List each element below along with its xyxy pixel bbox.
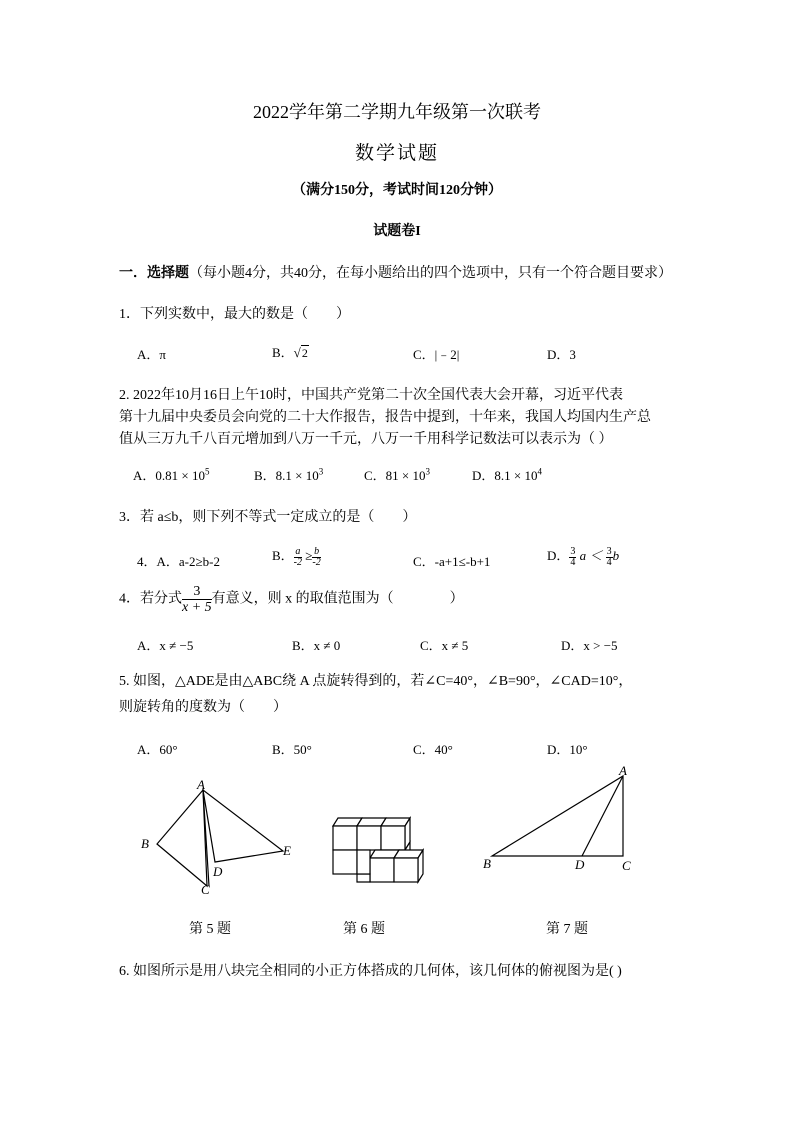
q3-option-b-op: ≥	[305, 548, 313, 563]
q3-option-d-label: D．	[547, 548, 570, 563]
cube-front-face	[333, 850, 357, 874]
q2-line-1: 2. 2022年10月16日上午10时，中国共产党第二十次全国代表大会开幕，习近平代表	[119, 388, 623, 403]
q1-option-d: D．3	[547, 347, 576, 362]
q1-option-a: A．π	[137, 347, 166, 362]
cube-front-face	[394, 858, 418, 882]
fig7-caption: 第 7 题	[546, 922, 588, 937]
q2-option-a-exp: 5	[204, 466, 210, 477]
fig5-label-e: E	[283, 843, 291, 858]
q2-option-c	[364, 465, 430, 484]
q2-option-d-exp: 4	[537, 466, 542, 477]
q5-option-b: B．50°	[272, 742, 312, 757]
triangle-abc	[157, 790, 207, 886]
exam-info: （满分150分，考试时间120分钟）	[292, 183, 502, 198]
q4-option-a: A．x ≠ −5	[137, 638, 194, 653]
frac-numerator: 3	[570, 545, 576, 557]
fig7-label-b: B	[483, 856, 491, 871]
q1-option-c: C．|﹣2|	[413, 347, 460, 362]
q2-line-2: 第十九届中央委员会向党的二十大作报告，报告中提到，十年来，我国人均国内生产总	[119, 410, 651, 425]
sqrt-symbol: √2	[293, 345, 308, 360]
q4-stem-post: 有意义，则 x 的取值范围为（ ）	[211, 591, 464, 607]
cube-front-face	[370, 858, 394, 882]
q4-fraction	[182, 584, 212, 615]
q5-option-d: D．10°	[547, 742, 588, 757]
q3-option-d	[547, 545, 619, 568]
figure-6-cubes	[325, 812, 435, 892]
q2-line-3: 值从三万九千八百元增加到八万一千元，八万一千用科学记数法可以表示为（ ）	[119, 432, 613, 447]
q2-option-a	[133, 465, 209, 484]
frac-denominator: x + 5	[182, 600, 212, 615]
triangle-abc-7	[492, 776, 623, 856]
q3-option-d-mid: a ＜	[579, 548, 603, 563]
q4-stem	[119, 584, 464, 615]
cube-front-face	[333, 826, 357, 850]
q6-stem: 6. 如图所示是用八块完全相同的小正方体搭成的几何体，该几何体的俯视图为是( )	[119, 964, 622, 979]
q2-option-d-base: 8.1 × 10	[494, 468, 538, 483]
q2-option-b-base: 8.1 × 10	[275, 468, 319, 483]
section-note: （每小题4分，共40分，在每小题给出的四个选项中，只有一个符合题目要求）	[189, 266, 672, 281]
volume-title: 试题卷I	[373, 224, 421, 239]
q1-stem: 1．下列实数中，最大的数是（ ）	[119, 307, 350, 322]
frac-denominator: 4	[606, 556, 612, 568]
fig7-label-c: C	[622, 858, 631, 873]
q5-line-2: 则旋转角的度数为（ ）	[119, 700, 287, 715]
q2-option-c-base: 81 × 10	[385, 468, 426, 483]
q4-option-d: D．x > −5	[561, 638, 618, 653]
q3-option-c: C．-a+1≤-b+1	[413, 554, 491, 569]
figure-5-triangles	[135, 776, 300, 901]
q3-option-b-frac-2	[312, 547, 320, 568]
q1-option-b-radicand: 2	[301, 346, 308, 360]
subject-title: 数学试题	[354, 143, 439, 164]
q4-stem-pre: 4．若分式	[119, 591, 182, 607]
cube-front-face	[357, 850, 370, 874]
fig7-label-d: D	[575, 857, 585, 872]
fig7-label-a: A	[619, 763, 627, 778]
frac-numerator: a	[295, 545, 301, 557]
fig5-label-a: A	[197, 777, 205, 792]
q2-option-c-exp: 3	[425, 466, 431, 477]
q1-option-b	[272, 342, 309, 361]
exam-title: 2022学年第二学期九年级第一次联考	[253, 102, 541, 122]
q3-option-b-frac-1	[294, 547, 302, 568]
figure-7-triangle	[478, 762, 638, 874]
q3-option-b	[272, 545, 321, 568]
q2-option-d-label: D．	[472, 468, 495, 483]
fig5-label-d: D	[213, 864, 223, 879]
fig6-caption: 第 6 题	[343, 922, 385, 937]
q3-option-d-frac-2	[606, 547, 613, 568]
q2-option-d	[472, 465, 542, 484]
frac-denominator: -2	[293, 556, 303, 568]
q3-option-d-end: b	[612, 548, 620, 563]
q3-option-d-frac-1	[569, 547, 576, 568]
frac-denominator: -2	[312, 556, 321, 568]
triangle-ade	[203, 790, 283, 862]
q4-option-c: C．x ≠ 5	[420, 638, 469, 653]
q2-option-b-label: B．	[254, 468, 276, 483]
frac-numerator: 3	[182, 584, 212, 600]
q2-option-c-label: C．	[364, 468, 386, 483]
section-heading	[119, 262, 672, 282]
q5-line-1: 5. 如图，△ADE是由△ABC绕 A 点旋转得到的，若∠C=40°，∠B=90°，∠CAD=10°，	[119, 674, 633, 689]
q3-option-a: 4．A．a-2≥b-2	[137, 554, 220, 569]
section-label: 一．选择题	[119, 266, 189, 281]
fig5-label-b: B	[141, 836, 149, 851]
cube-front-face	[357, 874, 370, 882]
cube-front-face	[381, 826, 405, 850]
q1-option-b-label: B．	[272, 345, 294, 360]
q4-option-b: B．x ≠ 0	[292, 638, 341, 653]
fig5-label-c: C	[201, 882, 210, 897]
frac-numerator: 3	[606, 545, 612, 557]
q2-option-b	[254, 465, 323, 484]
q2-option-a-label: A．	[133, 468, 156, 483]
q5-option-c: C．40°	[413, 742, 453, 757]
q2-option-a-base: 0.81 × 10	[155, 468, 205, 483]
cube-front-face	[357, 826, 381, 850]
q3-stem: 3．若 a≤b，则下列不等式一定成立的是（ ）	[119, 510, 417, 525]
q2-option-b-exp: 3	[318, 466, 324, 477]
q3-option-b-label: B．	[272, 548, 294, 563]
frac-numerator: b	[314, 545, 320, 557]
fig5-caption: 第 5 题	[189, 922, 231, 937]
frac-denominator: 4	[570, 556, 576, 568]
q5-option-a: A．60°	[137, 742, 178, 757]
